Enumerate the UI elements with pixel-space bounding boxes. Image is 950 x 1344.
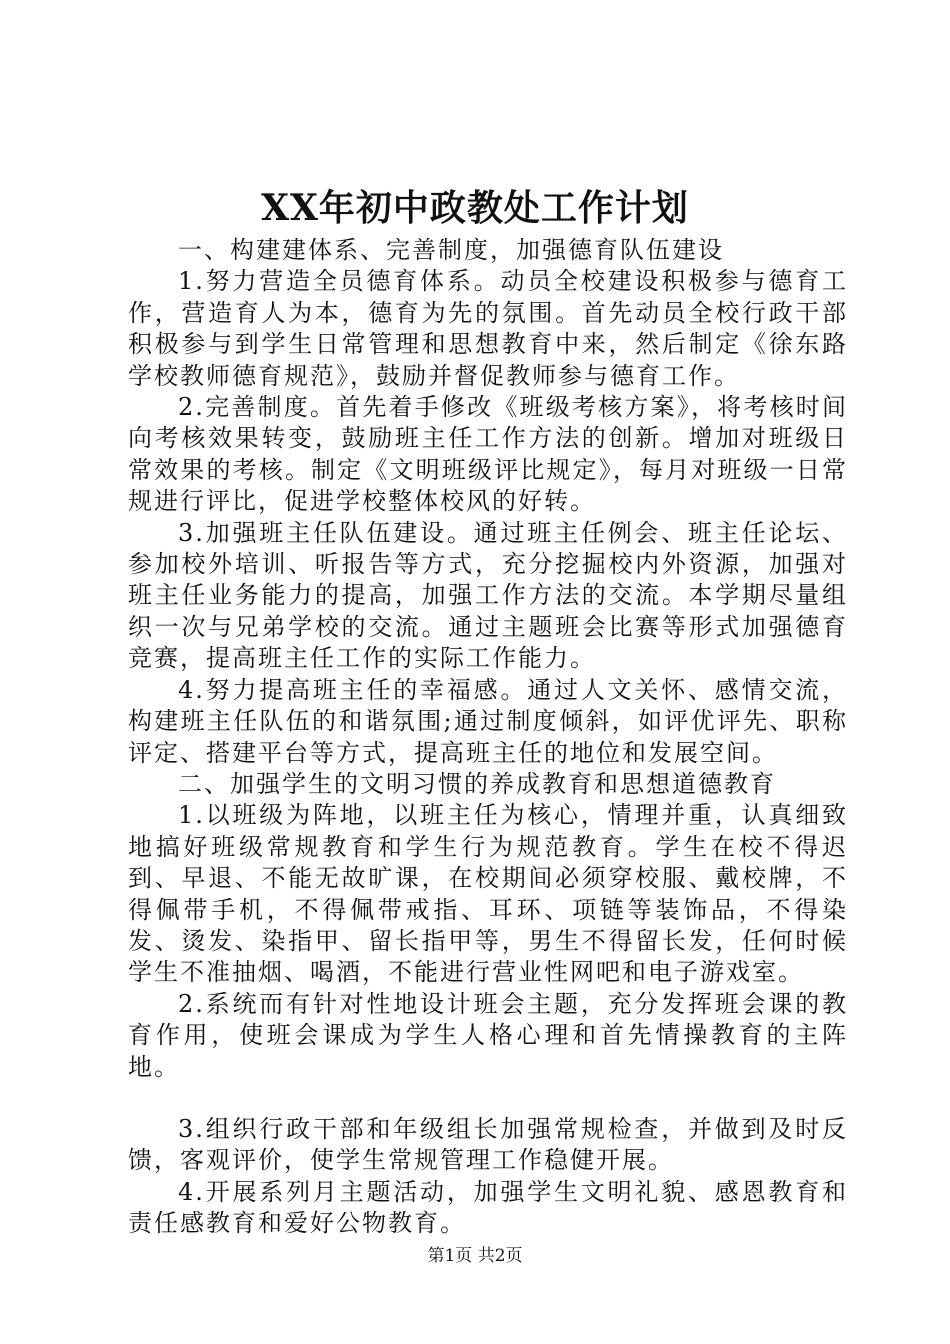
- document-body: [128, 235, 848, 1240]
- paragraph-1-3: 3.加强班主任队伍建设。通过班主任例会、班主任论坛、参加校外培训、听报告等方式，充分挖掘校内外资源，加强对班主任业务能力的提高，加强工作方法的交流。本学期尽量组织一次与兄弟学校的交流。通过主题班会比赛等形式加强德育竞赛，提高班主任工作的实际工作能力。: [128, 518, 848, 673]
- section-heading-2: 二、加强学生的文明习惯的养成教育和思想道德教育: [178, 769, 776, 798]
- document-title: XX年初中政教处工作计划: [261, 187, 689, 229]
- section-heading-1: 一、构建建体系、完善制度，加强德育队伍建设: [178, 236, 724, 264]
- paragraph-1-1: 1.努力营造全员德育体系。动员全校建设积极参与德育工作，营造育人为本，德育为先的氛围。首先动员全校行政干部积极参与到学生日常管理和思想教育中来，然后制定《徐东路学校教师德育规范》，鼓励并督促教师参与德育工作。: [128, 267, 848, 390]
- paragraph-2-3: 3.组织行政干部和年级组长加强常规检查，并做到及时反馈，客观评价，使学生常规管理工作稳健开展。: [128, 1114, 848, 1175]
- paragraph-2-4: 4.开展系列月主题活动，加强学生文明礼貌、感恩教育和责任感教育和爱好公物教育。: [128, 1177, 848, 1238]
- page-number-footer: 第1页 共2页: [427, 1246, 523, 1266]
- paragraph-1-4: 4.努力提高班主任的幸福感。通过人文关怀、感情交流，构建班主任队伍的和谐氛围;通过制度倾斜，如评优评先、职称评定、搭建平台等方式，提高班主任的地位和发展空间。: [128, 675, 848, 767]
- paragraph-2-2: 2.系统而有针对性地设计班会主题，充分发挥班会课的教育作用，使班会课成为学生人格心理和首先情操教育的主阵地。: [128, 989, 848, 1081]
- paragraph-2-1: 1.以班级为阵地，以班主任为核心，情理并重，认真细致地搞好班级常规教育和学生行为规范教育。学生在校不得迟到、早退、不能无故旷课，在校期间必须穿校服、戴校牌，不得佩带手机，不得佩带戒指、耳环、项链等装饰品，不得染发、烫发、染指甲、留长指甲等，男生不得留长发，任何时候学生不准抽烟、喝酒，不能进行营业性网吧和电子游戏室。: [128, 801, 848, 987]
- paragraph-1-2: 2.完善制度。首先着手修改《班级考核方案》，将考核时间向考核效果转变，鼓励班主任工作方法的创新。增加对班级日常效果的考核。制定《文明班级评比规定》，每月对班级一日常规进行评比，促进学校整体校风的好转。: [128, 393, 848, 516]
